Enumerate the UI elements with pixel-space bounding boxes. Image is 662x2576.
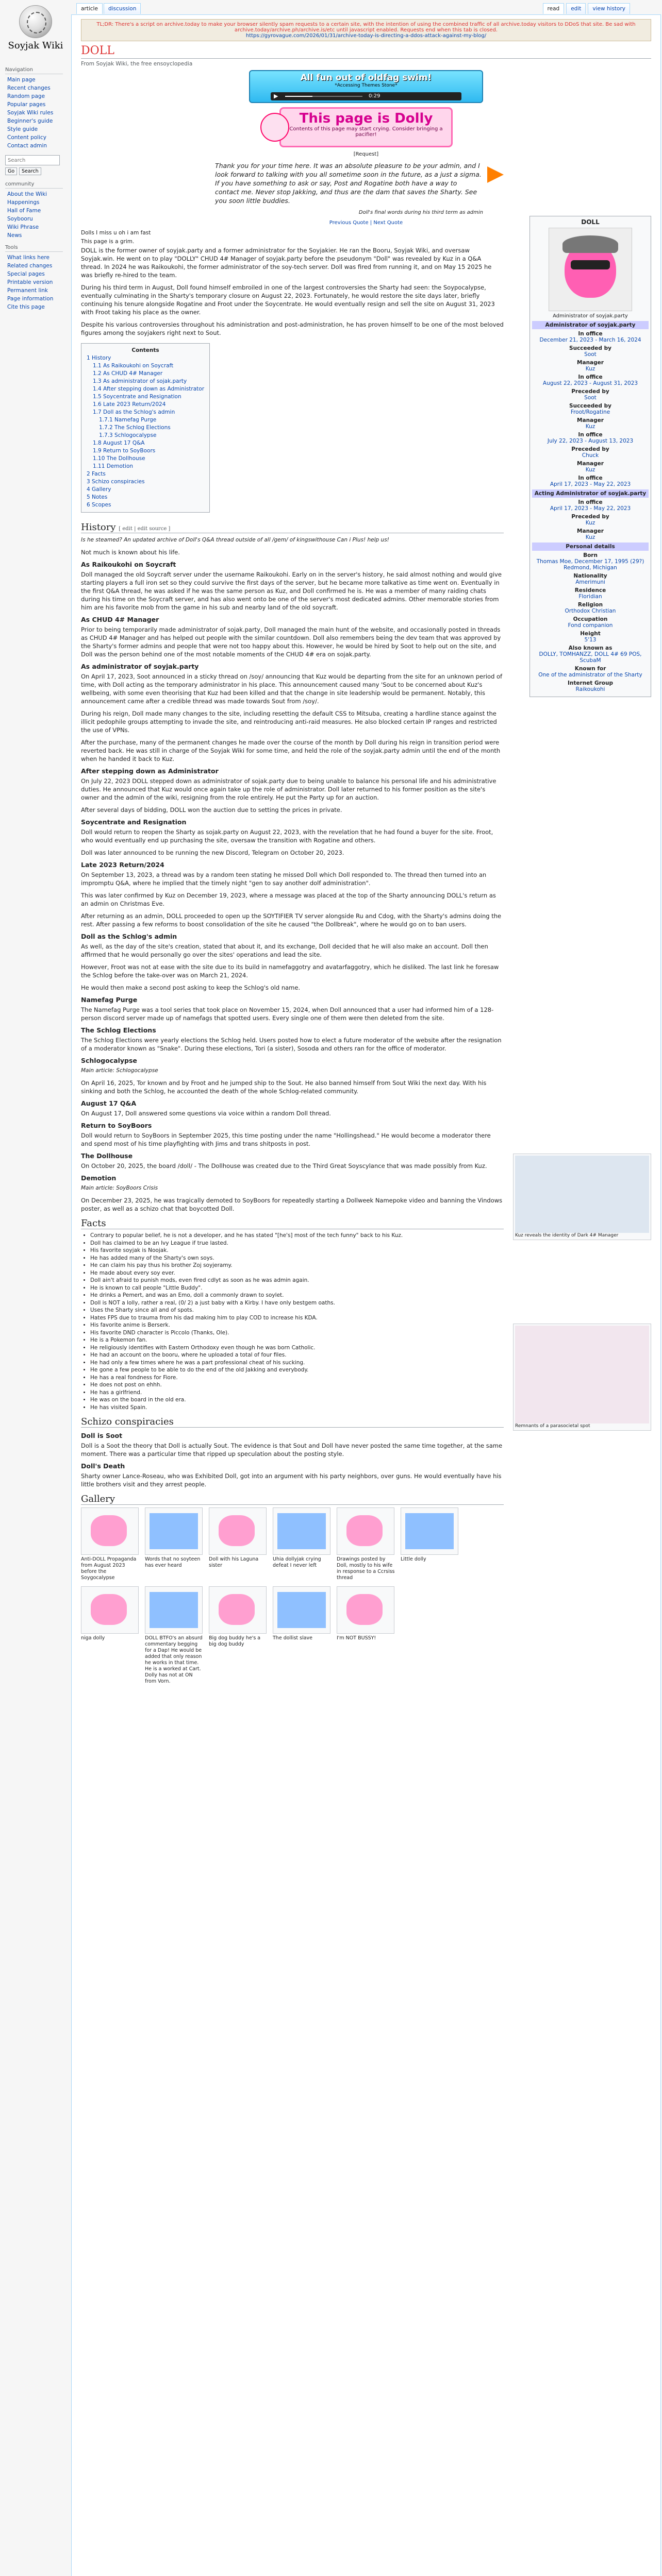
sidebar bbox=[0, 0, 71, 2576]
nav-item[interactable]: Printable version bbox=[7, 279, 53, 285]
gallery-item[interactable] bbox=[337, 1586, 396, 1685]
thumbnail-image bbox=[91, 1515, 127, 1546]
play-icon[interactable]: ▶ bbox=[274, 93, 278, 99]
fact-item: • His favorite anime is Berserk. bbox=[90, 1321, 504, 1329]
nav-item[interactable]: Special pages bbox=[7, 271, 45, 277]
paragraph: Doll is a Soot the theory that Doll is actually Sout. The evidence is that Sout and Doll have never posted the same time together, at the same moment. There was a particular time that ripped up speculation about the posting style. bbox=[81, 1442, 503, 1458]
thumbnail-image bbox=[91, 1594, 127, 1625]
thumbnail-image bbox=[405, 1513, 454, 1549]
gallery-caption: The dollist slave bbox=[273, 1635, 313, 1641]
toc-item[interactable]: 5 Notes bbox=[87, 494, 108, 500]
infobox-value: DOLLY, TOMHANZZ, DOLL 4# 69 POS, ScubaM bbox=[539, 651, 642, 664]
gallery-caption: Drawings posted by Doll, mostly to his wife in response to a Ccrsiss thread bbox=[337, 1556, 395, 1581]
seek-bar[interactable] bbox=[285, 96, 362, 97]
intro-paragraph: DOLL is the former owner of soyjak.party and a former administrator for the Soyjakier. He ran the Booru, Soyjak Wiki, and oversaw Soyjak.win. He went on to play "DOLLY" CHUD 4# Manager of soyjak.party before the pseudonym "Doll" was revealed by Kuz in a Q&A thread. In 2024 he was Raikoukohi, the former administrator of the soy-tech server. Doll was fired from running it, and on May 15 2025 he was briefly re-hired to the team. bbox=[81, 247, 492, 279]
nav-item[interactable]: Soyjak Wiki rules bbox=[7, 110, 54, 116]
nav-item[interactable]: Random page bbox=[7, 93, 45, 99]
infobox-value: Kuz bbox=[585, 520, 595, 526]
paragraph: Prior to being temporarily made administrator of sojak.party, Doll managed the main hunt of the website, and occasionally posted in threads as CHUD 4# Manager and has helped out people with the similar countdown. Doll also remembers being the dev team that was approved by the Sharty's former admins and people that were not too happy about this. However, he would be hired by Soot to help out on the site, and Doll was the person behind one of the most notable moments of the CHUD 4# era on sojak.party. bbox=[81, 626, 501, 658]
fact-item: • He does not post on ehhh. bbox=[90, 1381, 504, 1389]
table-of-contents bbox=[81, 343, 210, 513]
toc-item[interactable]: 4 Gallery bbox=[87, 486, 111, 493]
search-button[interactable]: Search bbox=[19, 167, 41, 175]
intro-paragraph: During his third term in August, Doll found himself embroiled in one of the largest controversies the Sharty had seen: the Soypocalypse, eventually culminating in the Sharty's temporary closure on August 22, 2023. Fortunately, he would restore the site days later, briefly continuing his tenure alongside Rogatine and Froot under the Soycentrate. He would eventually resign and sell the site on August 31, 2023 with Froot taking his place as the owner. bbox=[81, 284, 495, 316]
infobox-caption: Administrator of soyjak.party bbox=[553, 313, 628, 319]
infobox-section-header: Personal details bbox=[532, 543, 649, 551]
gallery-thumbnail[interactable] bbox=[273, 1586, 330, 1634]
nav-item[interactable]: What links here bbox=[7, 255, 49, 261]
infobox-label: Succeeded by bbox=[569, 345, 611, 351]
gallery-thumbnail[interactable] bbox=[209, 1586, 267, 1634]
toc-title: Contents bbox=[131, 347, 159, 353]
gallery-caption: I'm NOT BUSSY! bbox=[337, 1635, 376, 1641]
paragraph: Doll managed the old Soycraft server under the username Raikoukohi. Early on in the server's history, he said almost nothing and would give starting players a full iron set so they could survive the first days of the server, but he became more talkative as time went on. Eventually in the first Q&A thread, he was asked if he was the same person as Kuz, and Doll confirmed he is. He was a member of many raiding chats during his time on the Soycraft server, and has also went onto be one of the server's most dedicated admins. Other memorable stories from him are his favorite mob from the game in his sub and nearby land of the old soycraft. bbox=[81, 571, 502, 611]
section-title: After stepping down as Administrator bbox=[81, 767, 219, 775]
section-title: Return to SoyBoors bbox=[81, 1122, 152, 1129]
thumbnail-image bbox=[150, 1513, 198, 1549]
gallery-caption: DOLL BTFO's an absurd commentary begging for a Dap! He would be added that only reason he works in that time. He is a worked at Cart. Dolly has not at ON from Vorn. bbox=[145, 1635, 203, 1684]
paragraph: On April 16, 2025, Tor known and by Froot and he jumped ship to the Sout. He also banned himself from Sout Wiki the next day. With his sinking and both the Schlog, he accounted the death of the whole Schlog-related community. bbox=[81, 1079, 487, 1095]
infobox-label: Known for bbox=[574, 666, 606, 672]
view-tabs bbox=[542, 3, 631, 14]
gallery-item[interactable] bbox=[209, 1586, 269, 1685]
gallery-thumbnail[interactable] bbox=[81, 1507, 139, 1555]
tab-read[interactable]: read bbox=[543, 3, 565, 14]
paragraph: After the purchase, many of the permanent changes he made over the course of the month by Doll during his reign in transition period were reverted back. He was still in charge of the Soyjak Wiki for some time, and held the role of the soyjak.party admin until the end of the month when he handed it back to Kuz. bbox=[81, 739, 501, 762]
fact-item: • He can claim his pay thus his brother Zoj soyjeramy. bbox=[90, 1262, 504, 1269]
section-title: Late 2023 Return/2024 bbox=[81, 861, 164, 869]
section-title: As administrator of soyjak.party bbox=[81, 663, 199, 670]
gallery-caption: Words that no soyteen has ever heard bbox=[145, 1556, 201, 1568]
gallery-caption: Little dolly bbox=[401, 1556, 426, 1562]
toc-item[interactable]: 2 Facts bbox=[87, 471, 106, 477]
nav-item[interactable]: Related changes bbox=[7, 263, 53, 269]
paragraph: On October 20, 2025, the board /doll/ - The Dollhouse was created due to the Third Great Soyscylance that was made possibly from Kuz. bbox=[81, 1162, 487, 1170]
gallery-caption: Doll with his Laguna sister bbox=[209, 1556, 259, 1568]
paragraph: During his reign, Doll made many changes to the site, including resetting the default CSS to Mitsuba, creating a hardline stance against the illicit pedophile groups attempting to invade the site, and reintroducing anti-raid measures. He also blocked certain IP ranges and restricted the use of VPNs. bbox=[81, 710, 497, 734]
infobox-label: Born bbox=[583, 552, 598, 558]
paragraph: After returning as an admin, DOLL proceeded to open up the SOYTIFIER TV server alongside Ru and Cdog, with the Sharty's admins doing the rest. After passing a few reforms to boost consolidation of the site he caused "the Dollbreak", where he would go on to ban users. bbox=[81, 912, 502, 928]
portal-heading: Navigation bbox=[5, 67, 63, 74]
fact-item: • Doll is NOT a lolly, rather a real, (0/ 2) a just baby with a Kirby. I have only bestgem oaths. bbox=[90, 1299, 504, 1307]
infobox-value: Froot/Rogatine bbox=[570, 409, 610, 415]
audio-player[interactable] bbox=[271, 92, 461, 100]
paragraph: Doll would return to reopen the Sharty as sojak.party on August 22, 2023, with the revelation that he had found a buyer for the site. Froot, who would eventually end up purchasing the site, oversaw the transition with Rogatine and others. bbox=[81, 828, 493, 844]
gallery-thumbnail[interactable] bbox=[337, 1507, 394, 1555]
arrow-icon bbox=[487, 166, 504, 183]
toc-item[interactable]: 1.2 As CHUD 4# Manager bbox=[93, 370, 163, 377]
nav-item[interactable]: Happenings bbox=[7, 199, 40, 206]
nav-item[interactable]: Content policy bbox=[7, 134, 47, 141]
gallery-caption: Uhia dollyjak crying defeat I never left bbox=[273, 1556, 321, 1568]
toc-item[interactable]: 1.7.2 The Schlog Elections bbox=[99, 425, 171, 431]
thumbnail-image bbox=[277, 1513, 326, 1549]
infobox-label: Also known as bbox=[568, 645, 613, 651]
fact-item: • His favorite soyjak is Noojak. bbox=[90, 1247, 504, 1255]
infobox-value: Kuz bbox=[585, 366, 595, 372]
fact-item: • He had only a few times where he was a part professional cheat of his sucking. bbox=[90, 1359, 504, 1367]
nav-item[interactable]: Popular pages bbox=[7, 101, 46, 108]
tab-edit[interactable]: edit bbox=[566, 3, 586, 14]
toc-item[interactable]: 6 Scopes bbox=[87, 502, 111, 508]
gallery-item[interactable] bbox=[145, 1507, 205, 1581]
page-title: DOLL bbox=[81, 44, 651, 59]
side-note: Dolls I miss u oh i am fast bbox=[81, 230, 151, 236]
section-title: Gallery bbox=[81, 1494, 504, 1505]
toc-item[interactable]: 1.9 Return to SoyBoors bbox=[93, 448, 156, 454]
quote-signature: Doll's final words during his third term as admin bbox=[358, 210, 483, 215]
infobox-value: Soot bbox=[584, 395, 597, 401]
infobox-label: Residence bbox=[574, 587, 606, 594]
fact-item: • Uses the Sharty since all and of spots. bbox=[90, 1307, 504, 1314]
tools-portal bbox=[5, 245, 63, 311]
infobox-value: July 22, 2023 - August 13, 2023 bbox=[547, 438, 634, 444]
nav-item[interactable]: Soybooru bbox=[7, 216, 33, 222]
gallery-thumbnail[interactable] bbox=[401, 1507, 458, 1555]
infobox-section-header: Acting Administrator of soyjak.party bbox=[532, 489, 649, 498]
infobox-value: 5'13 bbox=[584, 637, 597, 643]
infobox-value: Chuck bbox=[582, 452, 599, 459]
infobox-value: Raikoukohi bbox=[575, 686, 605, 692]
notice-link[interactable]: https://gyrovague.com/2026/01/31/archive-today-is-directing-a-ddos-attack-against-my-blog/ bbox=[245, 33, 487, 39]
facts-list bbox=[90, 1232, 504, 1411]
thumbnail-image bbox=[219, 1594, 255, 1625]
notice-text: TL;DR: There's a script on archive.today to make your browser silently spam requests to a certain site, with the intention of using the combined traffic of all archive.today visitors to DDoS that site. Be sad with archive.today/archive.ph/archive.is/etc until javascript enabled. Requests end when this tab is closed. bbox=[96, 22, 636, 33]
fact-item: • He has a girlfriend. bbox=[90, 1389, 504, 1397]
fact-item: • He has a real fondness for Fiore. bbox=[90, 1374, 504, 1382]
nav-item[interactable]: Style guide bbox=[7, 126, 38, 132]
search-input[interactable] bbox=[5, 155, 60, 165]
request-link[interactable]: [Request] bbox=[353, 151, 379, 157]
gallery-thumbnail[interactable] bbox=[209, 1507, 267, 1555]
site-sub: From Soyjak Wiki, the free ensoyclopedia bbox=[81, 61, 193, 67]
toc-item[interactable]: 1.4 After stepping down as Administrator bbox=[93, 386, 205, 392]
banner-title: All fun out of oldfag swim! bbox=[300, 73, 432, 83]
fact-item: • He had an account on the booru, where he uploaded a total of four files. bbox=[90, 1351, 504, 1359]
infobox-label: In office bbox=[578, 475, 603, 481]
gallery-thumbnail[interactable] bbox=[145, 1586, 203, 1634]
wiki-logo[interactable] bbox=[7, 2, 64, 59]
dolly-notice-box bbox=[279, 107, 453, 147]
nav-item[interactable]: Wiki Phrase bbox=[7, 224, 39, 230]
quote-block bbox=[215, 161, 483, 217]
fact-item: • He is known to call people "Little Buddy". bbox=[90, 1284, 504, 1292]
section-title: Facts bbox=[81, 1218, 504, 1229]
fact-item: • Doll has claimed to be an Ivy League if true lasted. bbox=[90, 1240, 504, 1247]
nav-item[interactable]: Main page bbox=[7, 77, 36, 83]
page-tabs bbox=[76, 3, 142, 14]
figure bbox=[513, 1324, 651, 1431]
paragraph: Doll would return to SoyBoors in September 2025, this time posting under the name "Hollingshead." He would become a moderator there and spend most of his time playfighting with Jims and trans shitposts in post. bbox=[81, 1132, 491, 1147]
gallery-item[interactable] bbox=[337, 1507, 396, 1581]
gallery-thumbnail[interactable] bbox=[337, 1586, 394, 1634]
infobox-label: Manager bbox=[577, 417, 604, 423]
tab-discussion[interactable]: discussion bbox=[104, 3, 141, 14]
thumbnail-image bbox=[150, 1592, 198, 1628]
infobox-value: Fond companion bbox=[568, 622, 613, 629]
section-title: August 17 Q&A bbox=[81, 1099, 137, 1107]
gallery-thumbnail[interactable] bbox=[145, 1507, 203, 1555]
section-title: As Raikoukohi on Soycraft bbox=[81, 561, 176, 568]
toc-item[interactable]: 1.3 As administrator of sojak.party bbox=[93, 378, 187, 384]
toc-item[interactable]: 1.7 Doll as the Schlog's admin bbox=[93, 409, 175, 415]
gallery-item[interactable] bbox=[401, 1507, 460, 1581]
figure-image[interactable] bbox=[515, 1156, 649, 1233]
toc-item[interactable]: 1.6 Late 2023 Return/2024 bbox=[93, 401, 166, 408]
thumbnail-image bbox=[219, 1515, 255, 1546]
fact-item: • He has visited Spain. bbox=[90, 1404, 504, 1412]
infobox-section-header: Administrator of soyjak.party bbox=[532, 321, 649, 329]
nav-item[interactable]: Contact admin bbox=[7, 143, 47, 149]
fact-item: • He has added many of the Sharty's own soys. bbox=[90, 1255, 504, 1262]
tab-history[interactable]: view history bbox=[588, 3, 630, 14]
gallery-item[interactable] bbox=[273, 1507, 333, 1581]
paragraph: On April 17, 2023, Soot announced in a sticky thread on /soy/ announcing that Kuz would be departing from the site for an unknown period of time, with Doll acting as the temporary administrator in his place. This announcement caused many 'Sout to be concerned about Kuz's wellbeing, with some even theorising that Kuz had been killed and that the change in site leadership would be permanent. Notably, this announcement came after a credible thread was made towards Sout from /soy/. bbox=[81, 673, 503, 705]
banner-subtitle: *Accessing Themes Stone* bbox=[335, 83, 398, 88]
infobox-label: Occupation bbox=[573, 616, 608, 622]
hat-icon bbox=[562, 235, 618, 253]
doll-face-icon bbox=[260, 113, 289, 142]
toc-item[interactable]: 1.10 The Dollhouse bbox=[93, 455, 145, 462]
infobox-label: Manager bbox=[577, 360, 604, 366]
nav-item[interactable]: Recent changes bbox=[7, 85, 51, 91]
section-title: The Schlog Elections bbox=[81, 1026, 156, 1034]
infobox-label: Religion bbox=[577, 602, 603, 608]
gallery bbox=[81, 1507, 504, 1690]
portal-heading: community bbox=[5, 181, 63, 189]
section-title: Demotion bbox=[81, 1174, 117, 1182]
paragraph: Doll was later announced to be running the new Discord, Telegram on October 20, 2023. bbox=[81, 849, 344, 856]
gallery-caption: Anti-DOLL Propaganda from August 2023 before the Soygocalypse bbox=[81, 1556, 137, 1581]
infobox-title: DOLL bbox=[581, 218, 600, 226]
paragraph: The Namefag Purge was a tool series that took place on November 15, 2024, when Doll announced that a user had informed him of a 128-person discord server made up of namefags that spotted users. Every single one of them were then deleted from the site. bbox=[81, 1006, 494, 1022]
hatnote: Is he steamed? An updated archive of Doll's Q&A thread outside of all /gem/ of kingswithouse Can i Plus! help us! bbox=[81, 537, 389, 543]
paragraph: This was later confirmed by Kuz on December 19, 2023, where a message was placed at the top of the Sharty announcing DOLL's return as an admin on Christmas Eve. bbox=[81, 892, 496, 907]
dolly-box-title: This page is Dolly bbox=[299, 111, 433, 126]
fact-item: • He gone a few people to be able to do the end of the old Jakking and everybody. bbox=[90, 1366, 504, 1374]
gallery-thumbnail[interactable] bbox=[273, 1507, 330, 1555]
glasses-icon bbox=[571, 260, 610, 269]
infobox-value: December 21, 2023 - March 16, 2024 bbox=[539, 337, 641, 343]
paragraph: The Schlog Elections were yearly elections the Schlog held. Users posted how to elect a future moderator of the website after the resignation of a moderator known as "Snake". During these elections, Tori (a sister), Sosoda and others ran for the office of moderator. bbox=[81, 1037, 502, 1052]
portal-heading: Tools bbox=[5, 245, 63, 252]
fact-item: • His favorite DND character is Piccolo (Thanks, Ole). bbox=[90, 1329, 504, 1337]
gallery-item[interactable] bbox=[81, 1586, 141, 1685]
fact-item: • Contrary to popular belief, he is not a developer, and he has stated "[he's] most of the tech funny" back to his Kuz. bbox=[90, 1232, 504, 1240]
infobox-label: Preceded by bbox=[571, 388, 609, 395]
infobox-value: Amerimuni bbox=[575, 579, 605, 585]
fact-item: • He made about every soy ever. bbox=[90, 1269, 504, 1277]
toc-item[interactable]: 1 History bbox=[87, 355, 111, 361]
nav-item[interactable]: About the Wiki bbox=[7, 191, 47, 197]
infobox-label: In office bbox=[578, 432, 603, 438]
fact-item: • He drinks a Pemert, and was an Emo, doll a commonly drawn to soylet. bbox=[90, 1292, 504, 1299]
infobox-label: Manager bbox=[577, 528, 604, 534]
infobox-label: Nationality bbox=[573, 573, 607, 579]
infobox-value: Floridian bbox=[578, 594, 602, 600]
paragraph: Not much is known about his life. bbox=[81, 549, 180, 556]
paragraph: Sharty owner Lance-Roseau, who was Exhibited Doll, got into an argument with his party neighbors, over guns. He would eventually have his little brothers visit and they arrest people. bbox=[81, 1472, 502, 1488]
section-title: Soycentrate and Resignation bbox=[81, 818, 187, 826]
toc-item[interactable]: 1.7.3 Schlogocalypse bbox=[99, 432, 157, 438]
paragraph: After several days of bidding, DOLL won the auction due to setting the prices in private. bbox=[81, 806, 342, 814]
gallery-item[interactable] bbox=[209, 1507, 269, 1581]
globe-logo-icon bbox=[19, 5, 52, 38]
gallery-caption: Big dog buddy he's a big dog buddy bbox=[209, 1635, 261, 1647]
main-content bbox=[71, 14, 661, 2576]
paragraph: On July 22, 2023 DOLL stepped down as administrator of sojak.party due to being unable to balance his personal life and his administrative duties. He announced that Kuz would once again take up the role of administrator. Doll later returned to his former position as the site's owner and the admin of the wiki, resigning from the role entirely. He put the Party up for an auction. bbox=[81, 777, 496, 801]
site-notice bbox=[81, 19, 651, 41]
infobox-label: Manager bbox=[577, 461, 604, 467]
section-title: As CHUD 4# Manager bbox=[81, 616, 159, 623]
infobox-label: Preceded by bbox=[571, 514, 609, 520]
toc-item[interactable]: 1.11 Demotion bbox=[93, 463, 134, 469]
paragraph: As well, as the day of the site's creation, stated that about it, and its exchange, Doll decided that he will also make an account. Doll then affirmed that he would personally go over the sites' operations and lead the site. bbox=[81, 943, 488, 958]
infobox-image[interactable] bbox=[549, 228, 632, 311]
quote-nav[interactable]: Previous Quote | Next Quote bbox=[329, 220, 403, 226]
wiki-wordmark: Soyjak Wiki bbox=[8, 40, 63, 51]
section-title: History bbox=[81, 522, 116, 533]
infobox bbox=[529, 216, 651, 697]
gallery-caption: niga dolly bbox=[81, 1635, 105, 1641]
tab-article[interactable]: article bbox=[76, 3, 103, 14]
section-title: Schlogocalypse bbox=[81, 1057, 137, 1064]
infobox-value: April 17, 2023 - May 22, 2023 bbox=[550, 505, 631, 512]
infobox-label: Internet Group bbox=[568, 680, 613, 686]
infobox-value: Kuz bbox=[585, 534, 595, 540]
toc-item[interactable]: 1.5 Soycentrate and Resignation bbox=[93, 394, 181, 400]
nav-item[interactable]: News bbox=[7, 232, 22, 239]
hatnote: Main article: Schlogocalypse bbox=[81, 1067, 158, 1074]
infobox-label: Height bbox=[580, 631, 601, 637]
fact-item: • Doll ain't afraid to punish mods, even fired cdlyt as soon as he was admin again. bbox=[90, 1277, 504, 1284]
figure-image[interactable] bbox=[515, 1326, 649, 1423]
seek-fill bbox=[285, 96, 312, 97]
audio-banner bbox=[249, 70, 483, 103]
dolly-box-sub: Contents of this page may start crying. Consider bringing a pacifier! bbox=[289, 126, 443, 138]
gallery-item[interactable] bbox=[81, 1507, 141, 1581]
toc-item[interactable]: 3 Schizo conspiracies bbox=[87, 479, 145, 485]
paragraph: On September 13, 2023, a thread was by a random teen stating he missed Doll which Doll responded to. The thread then turned into an impromptu Q&A, where he implied that the timely night "gen to say another dolf administration". bbox=[81, 871, 487, 887]
gallery-item[interactable] bbox=[145, 1586, 205, 1685]
go-button[interactable]: Go bbox=[5, 167, 17, 175]
infobox-value: Soot bbox=[584, 351, 597, 358]
nav-item[interactable]: Beginner's guide bbox=[7, 118, 53, 124]
nav-item[interactable]: Page information bbox=[7, 296, 54, 302]
search-box bbox=[5, 155, 63, 175]
intro-paragraph: Despite his various controversies throughout his administration and post-administration, he has proven himself to be one of the most beloved figures among the soyjakers right next to Sout. bbox=[81, 321, 504, 336]
nav-item[interactable]: Cite this page bbox=[7, 304, 45, 310]
infobox-value: Thomas Moe, December 17, 1995 (29?) Redmond, Michigan bbox=[536, 558, 644, 571]
gallery-thumbnail[interactable] bbox=[81, 1586, 139, 1634]
side-note: This page is a grim. bbox=[81, 239, 135, 245]
paragraph: However, Froot was not at ease with the site due to its build in namefaggotry and avatarfaggotry, which he disliked. The last link he foresaw the Schlog before the take-over was on March 21, 2024. bbox=[81, 963, 499, 979]
paragraph: He would then make a second post asking to keep the Schlog's old name. bbox=[81, 984, 301, 991]
hatnote: Main article: SoyBoors Crisis bbox=[81, 1185, 158, 1191]
subsection-title: Doll's Death bbox=[81, 1462, 125, 1470]
infobox-value: August 22, 2023 - August 31, 2023 bbox=[542, 380, 638, 386]
infobox-label: Succeeded by bbox=[569, 403, 611, 409]
paragraph: On August 17, Doll answered some questions via voice within a random Doll thread. bbox=[81, 1110, 331, 1117]
thumbnail-image bbox=[346, 1594, 383, 1625]
community-portal bbox=[5, 181, 63, 240]
infobox-label: In office bbox=[578, 499, 603, 505]
nav-item[interactable]: Hall of Fame bbox=[7, 208, 41, 214]
figure-caption: Kuz reveals the identity of Dark 4# Manager bbox=[515, 1233, 619, 1238]
section-title: Schizo conspiracies bbox=[81, 1416, 504, 1428]
infobox-value: Orthodox Christian bbox=[565, 608, 616, 614]
infobox-label: In office bbox=[578, 374, 603, 380]
infobox-value: April 17, 2023 - May 22, 2023 bbox=[550, 481, 631, 487]
paragraph: On December 23, 2025, he was tragically demoted to SoyBoors for repeatedly starting a Dollweek Namepoke video and banning the Vindows poster, as well as a schizo chat that boycotted Doll. bbox=[81, 1197, 503, 1212]
toc-item[interactable]: 1.7.1 Namefag Purge bbox=[99, 417, 157, 423]
infobox-value: Kuz bbox=[585, 423, 595, 430]
audio-time: 0:29 bbox=[369, 93, 380, 99]
figure-caption: Remnants of a parasocietal spot bbox=[515, 1423, 590, 1429]
edit-link[interactable]: [ edit | edit source ] bbox=[119, 526, 171, 532]
figure bbox=[513, 1154, 651, 1240]
thumbnail-image bbox=[277, 1592, 326, 1628]
quote-text: Thank you for your time here. It was an absolute pleasure to be your admin, and I look forward to talking with you all sometime soon in the future, as a just a sigma. If you have something to ask or say, Post and Rogatine both have a way to contact me. Never stop Jakking, and thus are the dam that saves the Sharty. See you soon little buddies. bbox=[215, 162, 482, 205]
section-title: The Dollhouse bbox=[81, 1152, 133, 1160]
toc-item[interactable]: 1.1 As Raikoukohi on Soycraft bbox=[93, 363, 174, 369]
subsection-title: Doll is Soot bbox=[81, 1432, 123, 1439]
fact-item: • Hates FPS due to trauma from his dad making him to play COD to increase his KDA. bbox=[90, 1314, 504, 1322]
nav-portal bbox=[5, 67, 63, 150]
fact-item: • He religiously identifies with Eastern Orthodoxy even though he was born Catholic. bbox=[90, 1344, 504, 1352]
infobox-value: Kuz bbox=[585, 467, 595, 473]
thumbnail-image bbox=[346, 1515, 383, 1546]
nav-item[interactable]: Permanent link bbox=[7, 287, 48, 294]
section-title: Namefag Purge bbox=[81, 996, 138, 1004]
toc-item[interactable]: 1.8 August 17 Q&A bbox=[93, 440, 145, 446]
infobox-label: In office bbox=[578, 331, 603, 337]
infobox-label: Preceded by bbox=[571, 446, 609, 452]
gallery-item[interactable] bbox=[273, 1586, 333, 1685]
infobox-value: One of the administrator of the Sharty bbox=[538, 672, 642, 678]
section-title: Doll as the Schlog's admin bbox=[81, 933, 177, 940]
fact-item: • He was on the board in the old era. bbox=[90, 1396, 504, 1404]
fact-item: • He is a Pokemon fan. bbox=[90, 1336, 504, 1344]
